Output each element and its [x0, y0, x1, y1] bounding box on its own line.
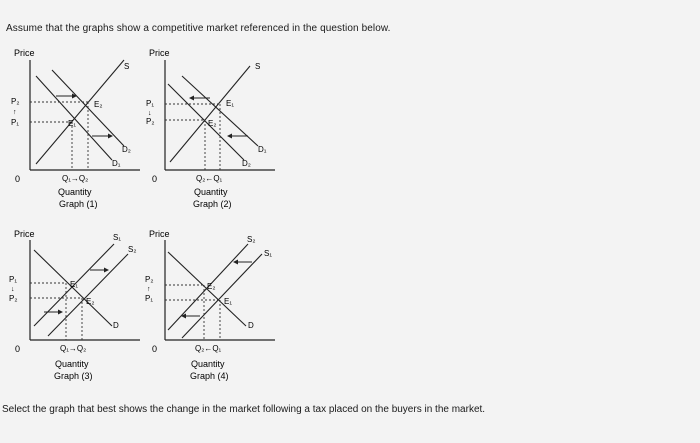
graph-3-price-arrow: ↓: [11, 286, 15, 293]
graph-4-title: Graph (4): [190, 371, 229, 381]
graph-3-label-e1: E₁: [70, 280, 79, 289]
graph-3-origin: 0: [15, 344, 21, 354]
graph-4[interactable]: [145, 229, 275, 381]
graph-1-demand-d1: [36, 76, 112, 160]
graph-1-price-top: P₂: [11, 97, 20, 106]
graph-2-label-d2: D₂: [242, 159, 251, 168]
graph-4-price-arrow: ↑: [147, 286, 151, 293]
graph-3-price-bottom: P₂: [9, 294, 18, 303]
graph-3-label-s1: S₁: [113, 233, 122, 242]
graph-1-price-bottom: P₁: [11, 118, 20, 127]
graph-4-quantity-change: Q₂←Q₁: [195, 344, 222, 353]
graph-2-quantity-change: Q₂←Q₁: [196, 174, 223, 183]
graph-1-label-d1: D₁: [112, 159, 121, 168]
graph-3-label-s2: S₂: [128, 245, 137, 254]
question-intro: Assume that the graphs show a competitive market referenced in the question below.: [6, 23, 391, 34]
graph-3-label-d: D: [113, 321, 119, 330]
graph-1-label-s: S: [124, 62, 130, 71]
graph-3-title: Graph (3): [54, 371, 93, 381]
graph-2-label-s: S: [255, 62, 261, 71]
graph-4-price-bottom: P₁: [145, 294, 154, 303]
graph-4-origin: 0: [152, 344, 158, 354]
graph-4-label-e2: E₂: [207, 282, 216, 291]
graph-4-label-s1: S₁: [264, 249, 273, 258]
graph-2-supply-curve: [170, 66, 250, 162]
graph-2-x-axis-label: Quantity: [194, 187, 228, 197]
graph-4-label-d: D: [248, 321, 254, 330]
graph-2-y-axis-label: Price: [149, 48, 170, 58]
graph-2-title: Graph (2): [193, 199, 232, 209]
graph-1[interactable]: [11, 48, 140, 209]
graph-3-x-axis-label: Quantity: [55, 359, 89, 369]
graph-1-quantity-change: Q₁→Q₂: [62, 174, 89, 183]
graph-3[interactable]: [9, 229, 140, 381]
graph-2[interactable]: [146, 48, 275, 209]
graph-3-y-axis-label: Price: [14, 229, 35, 239]
graph-2-label-e1: E₁: [226, 99, 235, 108]
graph-1-price-arrow: ↑: [13, 109, 17, 116]
graph-1-title: Graph (1): [59, 199, 98, 209]
graph-2-origin: 0: [152, 174, 158, 184]
graph-1-origin: 0: [15, 174, 21, 184]
graph-2-label-d1: D₁: [258, 145, 267, 154]
graph-1-y-axis-label: Price: [14, 48, 35, 58]
graph-2-label-e2: E₂: [208, 119, 217, 128]
graph-4-y-axis-label: Price: [149, 229, 170, 239]
question-prompt: Select the graph that best shows the change in the market following a tax placed on the buyers in the market.: [2, 404, 486, 415]
graph-4-label-s2: S₂: [247, 235, 256, 244]
graph-2-price-bottom: P₂: [146, 117, 155, 126]
graph-3-price-top: P₁: [9, 275, 18, 284]
graph-4-price-top: P₂: [145, 275, 154, 284]
graph-1-label-e2: E₂: [94, 100, 103, 109]
graph-1-supply-curve: [36, 60, 124, 164]
graph-1-label-d2: D₂: [122, 145, 131, 154]
graph-2-price-arrow: ↓: [148, 110, 152, 117]
graph-2-price-top: P₁: [146, 99, 155, 108]
graph-4-label-e1: E₁: [224, 297, 233, 306]
graph-1-label-e1: E₁: [68, 119, 77, 128]
graph-4-x-axis-label: Quantity: [191, 359, 225, 369]
graph-3-label-e2: E₂: [86, 297, 95, 306]
graph-1-x-axis-label: Quantity: [58, 187, 92, 197]
graph-3-quantity-change: Q₁→Q₂: [60, 344, 87, 353]
